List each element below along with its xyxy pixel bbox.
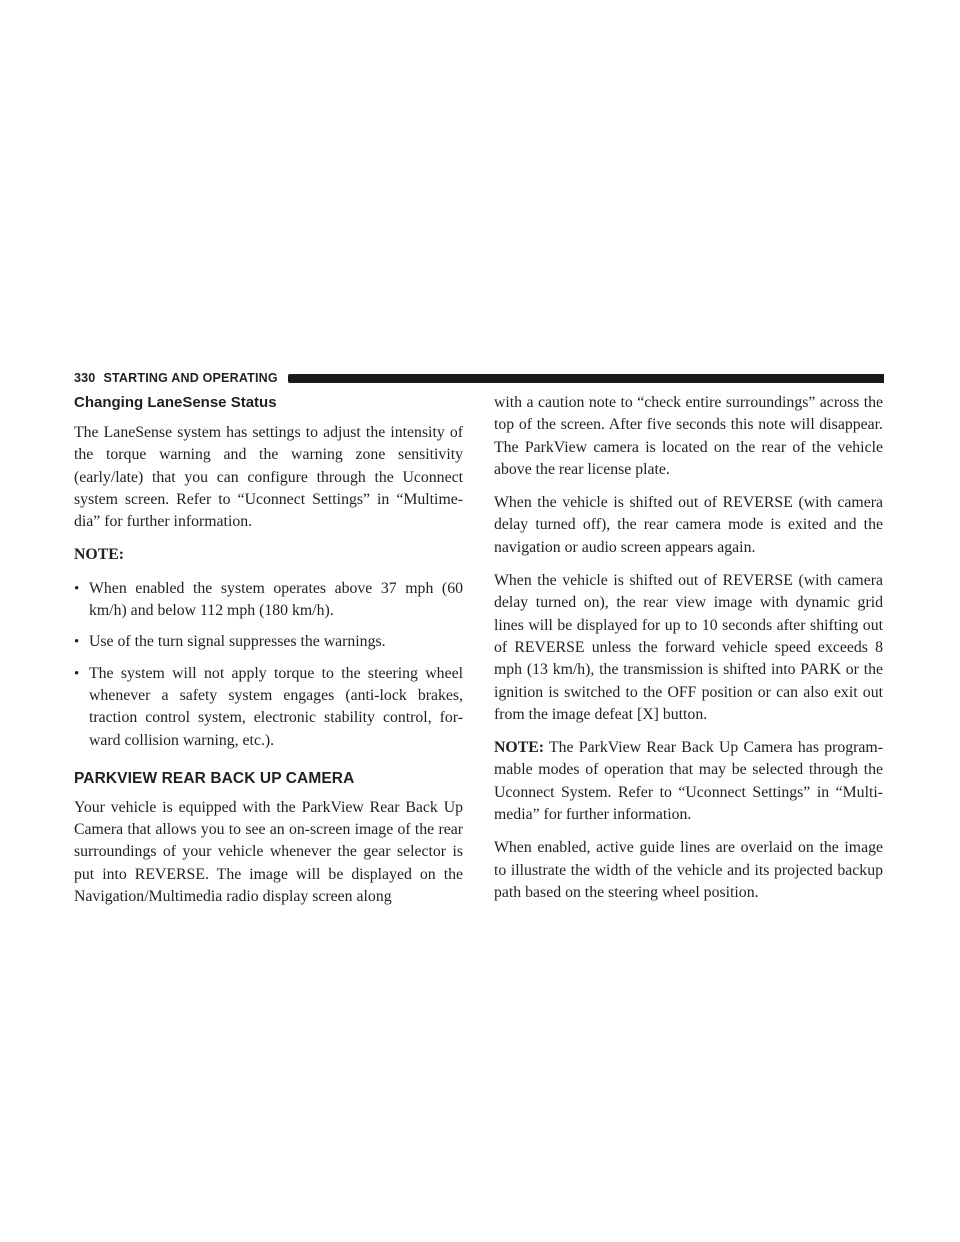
note-paragraph (494, 737, 883, 826)
camera-delay-on-paragraph: When the vehicle is shifted out of REVERSE (with camera delay turned on), the rear view image with dynamic grid lines will be displayed for up to 10 seconds after shifting out of REVERSE unless the forward vehicle speed exceeds 8 mph (13 km/h), the transmission is shifted into PARK or the ignition is switched to the OFF position or can also exit out from the image defeat [X] button. (494, 572, 883, 723)
page-header (74, 370, 884, 386)
section-heading-parkview: PARKVIEW REAR BACK UP CAMERA (74, 769, 355, 787)
bullet-icon: • (74, 634, 80, 651)
note-label: NOTE: (74, 546, 125, 564)
camera-delay-off-paragraph: When the vehicle is shifted out of REVERSE (with camera delay turned off), the rear camera mode is exited and the navigation or audio screen appears again. (494, 494, 883, 556)
list-item (74, 663, 463, 752)
header-rule (288, 374, 884, 383)
guide-lines-paragraph: When enabled, active guide lines are overlaid on the image to illustrate the width of the vehicle and its projected backup path based on the steering wheel position. (494, 839, 883, 901)
section-title: STARTING AND OPERATING (103, 371, 278, 385)
right-column (494, 392, 883, 915)
note-bullet-list (74, 578, 463, 752)
bullet-text: The system will not apply torque to the steering wheel whenever a safety system engages (anti-lock brakes, traction control system, electronic stability control, for-ward collision warning, etc.). (89, 664, 463, 749)
list-item (74, 578, 463, 623)
list-item (74, 631, 463, 653)
bullet-icon: • (74, 580, 80, 597)
bullet-text: Use of the turn signal suppresses the warnings. (89, 633, 386, 651)
caution-note-paragraph: with a caution note to “check entire surroundings” across the top of the screen. After five seconds this note will disappear. The ParkView camera is located on the rear of the vehicle above the rear license plate. (494, 394, 883, 478)
bullet-text: When enabled the system operates above 37 mph (60 km/h) and below 112 mph (180 km/h). (89, 579, 463, 620)
parkview-intro-paragraph: Your vehicle is equipped with the ParkView Rear Back Up Camera that allows you to see an on-screen image of the rear surroundings of your vehicle whenever the gear selector is put into REVERSE. The image will be displayed on the Navigation/Multimedia radio display screen along (74, 798, 463, 906)
left-column (74, 392, 463, 919)
bullet-icon: • (74, 665, 80, 682)
subheading-lanesense-status: Changing LaneSense Status (74, 394, 277, 411)
note-text: The ParkView Rear Back Up Camera has program-mable modes of operation that may be selected through the Uconnect System. Refer to “Uconnect Settings” in “Multi-media” for further information. (494, 739, 883, 824)
lanesense-intro-paragraph: The LaneSense system has settings to adjust the intensity of the torque warning and the warning zone sensitivity (early/late) that you can configure through the Uconnect system screen. Refer to “Uconnect Settings” in “Multime-dia” for further information. (74, 424, 463, 531)
note-label: NOTE: (494, 739, 545, 757)
page-number: 330 (74, 371, 96, 385)
